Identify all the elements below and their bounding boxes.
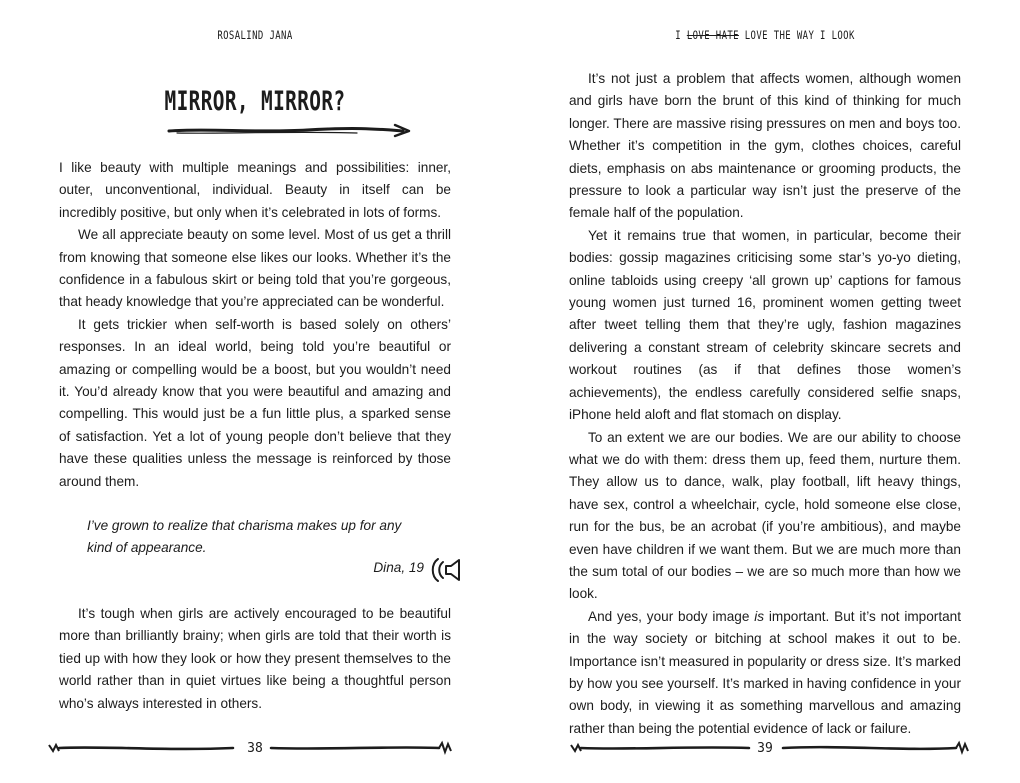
quote-source: Dina, 19 [373,560,424,575]
chapter-title: MIRROR, MIRROR? [164,86,346,117]
paragraph: I like beauty with multiple meanings and possibilities: inner, outer, unconventional, individual. Beauty in itself can be incredibly positive, but only when it’s celebrated in lots of forms. [59,160,451,220]
paragraph: It gets trickier when self-worth is based solely on others’ responses. In an ideal world, being told you’re beautiful or amazing or compelling would be a boost, but you wouldn’t need it. You’d already know that you were beautiful and amazing and compelling. This would just be a fun little plus, a sparked sense of satisfaction. Yet a lot of young people don’t believe that they have these qualities unless the message is reinforced by those around them. [59,316,451,489]
page-footer [569,738,961,760]
page-footer [59,738,451,760]
speaker-icon [429,556,463,584]
paragraph [569,606,961,740]
left-page [59,0,451,783]
left-body-text-continued [59,603,451,715]
running-head-book-title [612,28,918,42]
paragraph: We all appreciate beauty on some level. Most of us get a thrill from knowing that someone else likes our looks. Whether it’s the confidence in a fabulous skirt or being told that you’re gorgeous, that heady knowledge that you’re appreciated can be wonderful. [59,227,451,310]
right-body-text [569,68,961,740]
hand-drawn-squiggle-rule-icon [781,738,971,760]
paragraph: It’s not just a problem that affects women, although women and girls have born the brunt of this kind of thinking for much longer. There are massive rising pressures on men and boys too. Whether it’s competition in the gym, clothes choices, careful diets, emphasis on abs maintenance or grooming products, the pressure to look a particular way isn’t just the preserve of the female half of the population. [569,71,961,221]
paragraph: It’s tough when girls are actively encouraged to be beautiful more than brilliantly brainy; when girls are told that their worth is tied up with how they look or how they present themselves to the world rather than in quiet virtues like being a thoughtful person who’s always interested in others. [59,606,451,711]
paragraph: To an extent we are our bodies. We are our ability to choose what we do with them: dress them up, feed them, nurture them. They allow us to dance, walk, play football, lift heavy things, have sex, control a wheelchair, cycle, hold someone else close, run for the bus, be an acrobat (if you’re ambitious), and maybe even have children if we want them. But we are much more than the sum total of our bodies – we are so much more than how we look. [569,429,961,602]
pull-quote: I’ve grown to realize that charisma makes up for any kind of appearance. [87,518,402,556]
running-head-author: ROSALIND JANA [217,28,293,42]
running-head-prefix: I [675,28,682,42]
running-head-struck: LOVE HATE [686,28,739,42]
emphasis-text: is [754,608,765,624]
page-number: 38 [247,741,263,756]
paragraph: Yet it remains true that women, in particular, become their bodies: gossip magazines criticising some star’s yo-yo dieting, online tabloids using creepy ‘all grown up’ captions for famous young women just turned 16, prominent women getting tweet after tweet telling them that they’re ugly, fashion magazines delivering a constant stream of celebrity skincare secrets and workout routines (as if that defines those women’s achievements), the endless carefully considered selfie snaps, iPhone held aloft and flat stomach on display. [569,227,961,423]
left-body-text [59,157,451,493]
paragraph-text: important. But it’s not important in the way society or bitching at school makes it out to be. Importance isn’t measured in popularity or dress size. It’s marked by how you see yourself. It’s marked in having confidence in your own body, in viewing it as something marvellous and amazing rather than being the potential evidence of lack or failure. [569,608,961,736]
paragraph-text: And yes, your body image [588,608,755,624]
right-page [569,0,961,783]
page-number: 39 [757,741,773,756]
hand-drawn-arrow-underline-icon [167,122,413,138]
hand-drawn-squiggle-rule-icon [269,738,454,760]
running-head-suffix: LOVE THE WAY I LOOK [744,28,855,42]
